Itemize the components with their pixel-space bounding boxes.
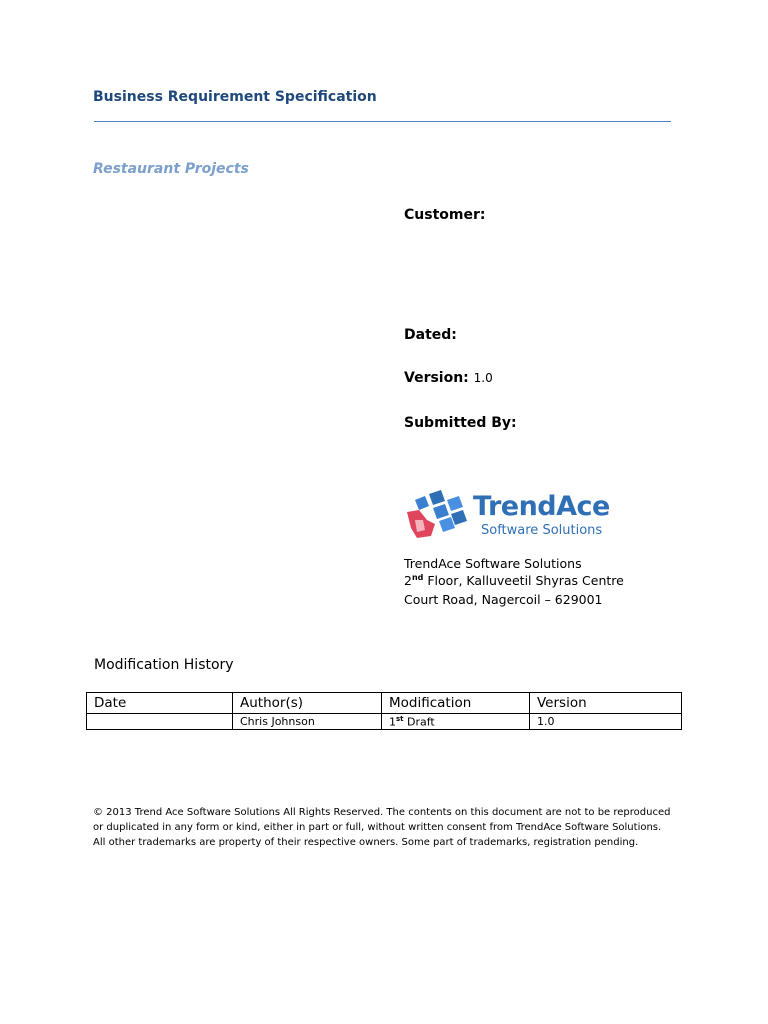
- cell-date: [87, 714, 233, 730]
- address-floor-sup: nd: [411, 573, 424, 582]
- header-version: Version: [530, 693, 682, 714]
- title-divider: [94, 121, 671, 122]
- document-title: Business Requirement Specification: [93, 89, 377, 105]
- version-label: Version:: [404, 370, 469, 386]
- mod-num: 1: [389, 715, 396, 729]
- customer-label: Customer:: [404, 207, 486, 223]
- logo-name: TrendAce: [473, 491, 610, 522]
- header-date: Date: [87, 693, 233, 714]
- dated-label: Dated:: [404, 327, 457, 343]
- header-modification: Modification: [382, 693, 530, 714]
- table-header-row: [87, 693, 682, 714]
- address-line-1-rest: Floor, Kalluveetil Shyras Centre: [423, 573, 624, 589]
- header-authors: Author(s): [233, 693, 382, 714]
- address-line-1: [404, 573, 624, 588]
- submitted-by-label: Submitted By:: [404, 415, 517, 431]
- address-line-2: Court Road, Nagercoil – 629001: [404, 592, 603, 607]
- modification-history-table: [86, 692, 682, 730]
- modification-history-title: Modification History: [94, 657, 234, 673]
- address-floor-num: 2: [404, 573, 412, 589]
- cell-author: Chris Johnson: [233, 714, 382, 730]
- trendace-logo: [405, 490, 625, 542]
- cell-version: 1.0: [530, 714, 682, 730]
- mod-sup: st: [396, 714, 404, 723]
- cell-modification: [382, 714, 530, 730]
- company-name: TrendAce Software Solutions: [404, 556, 582, 571]
- trendace-logo-icon: [405, 490, 471, 542]
- logo-tagline: Software Solutions: [481, 523, 603, 538]
- copyright-notice: © 2013 Trend Ace Software Solutions All Rights Reserved. The contents on this document are not to be reproduced or duplicated in any form or kind, either in part or full, without written consent from TrendAce Software Solutions. All other trademarks are property of their respective owners. Some part of trademarks, registration pending.: [93, 807, 671, 848]
- version-value: 1.0: [473, 371, 493, 385]
- version-field: [404, 370, 493, 386]
- table-row: [87, 714, 682, 730]
- mod-rest: Draft: [403, 715, 435, 729]
- document-subtitle: Restaurant Projects: [93, 161, 249, 177]
